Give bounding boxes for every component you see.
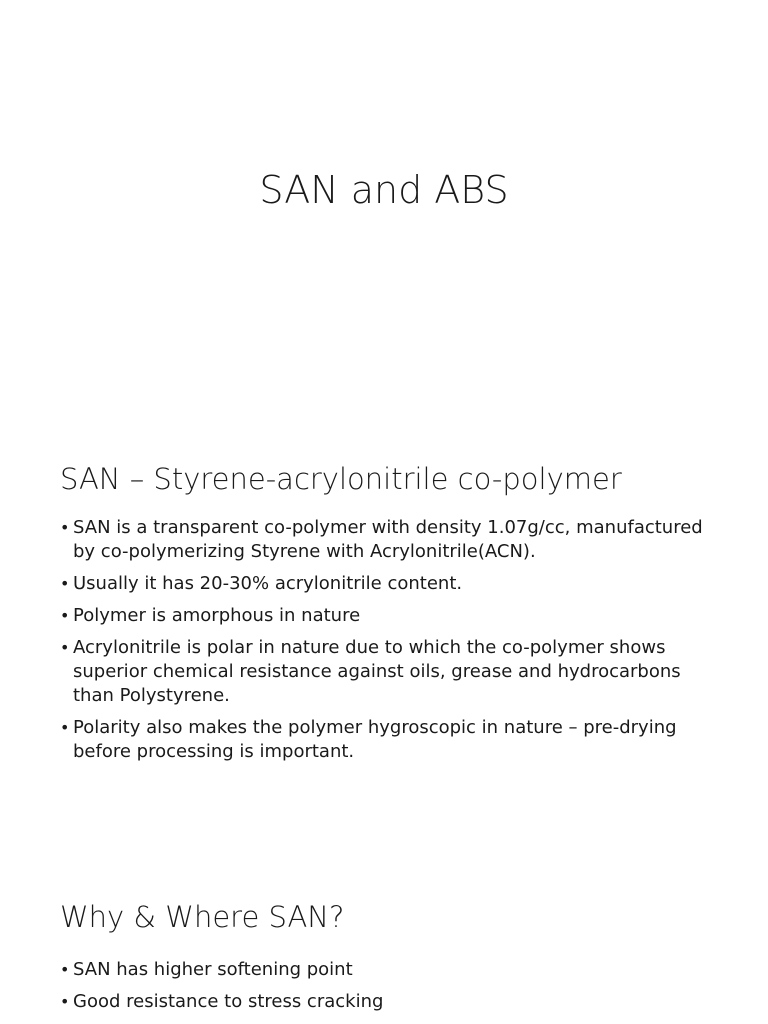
bullet-item bbox=[60, 604, 720, 628]
bullet-icon: • bbox=[60, 638, 70, 657]
bullet-text: Acrylonitrile is polar in nature due to which the co-polymer shows superior chemical resistance against oils, grease and hydrocarbons than Polystyrene. bbox=[73, 637, 681, 706]
bullet-icon: • bbox=[60, 718, 70, 737]
bullet-icon: • bbox=[60, 606, 70, 625]
bullet-item bbox=[60, 958, 720, 982]
bullet-item bbox=[60, 516, 720, 564]
title-slide bbox=[0, 0, 768, 432]
slide-heading: SAN – Styrene-acrylonitrile co-polymer bbox=[60, 462, 622, 496]
bullet-icon: • bbox=[60, 960, 70, 979]
bullet-icon: • bbox=[60, 992, 70, 1011]
bullet-text: Usually it has 20-30% acrylonitrile content. bbox=[73, 573, 463, 594]
bullet-icon: • bbox=[60, 574, 70, 593]
slide-title: SAN and ABS bbox=[259, 168, 509, 212]
san-definition-slide bbox=[0, 432, 768, 864]
bullet-item bbox=[60, 572, 720, 596]
bullet-item bbox=[60, 716, 720, 764]
bullet-text: Polarity also makes the polymer hygroscopic in nature – pre-drying before processing is important. bbox=[73, 717, 677, 762]
bullet-item bbox=[60, 990, 720, 1014]
bullet-text: SAN has higher softening point bbox=[73, 959, 353, 980]
bullet-item bbox=[60, 636, 720, 708]
bullet-text: SAN is a transparent co-polymer with density 1.07g/cc, manufactured by co-polymerizing Styrene with Acrylonitrile(ACN). bbox=[73, 517, 703, 562]
bullet-icon: • bbox=[60, 518, 70, 537]
bullet-list bbox=[60, 516, 720, 772]
bullet-text: Polymer is amorphous in nature bbox=[73, 605, 361, 626]
why-where-san-slide bbox=[0, 864, 768, 1024]
slide-heading: Why & Where SAN? bbox=[60, 900, 345, 934]
bullet-text: Good resistance to stress cracking bbox=[73, 991, 384, 1012]
bullet-list bbox=[60, 958, 720, 1022]
